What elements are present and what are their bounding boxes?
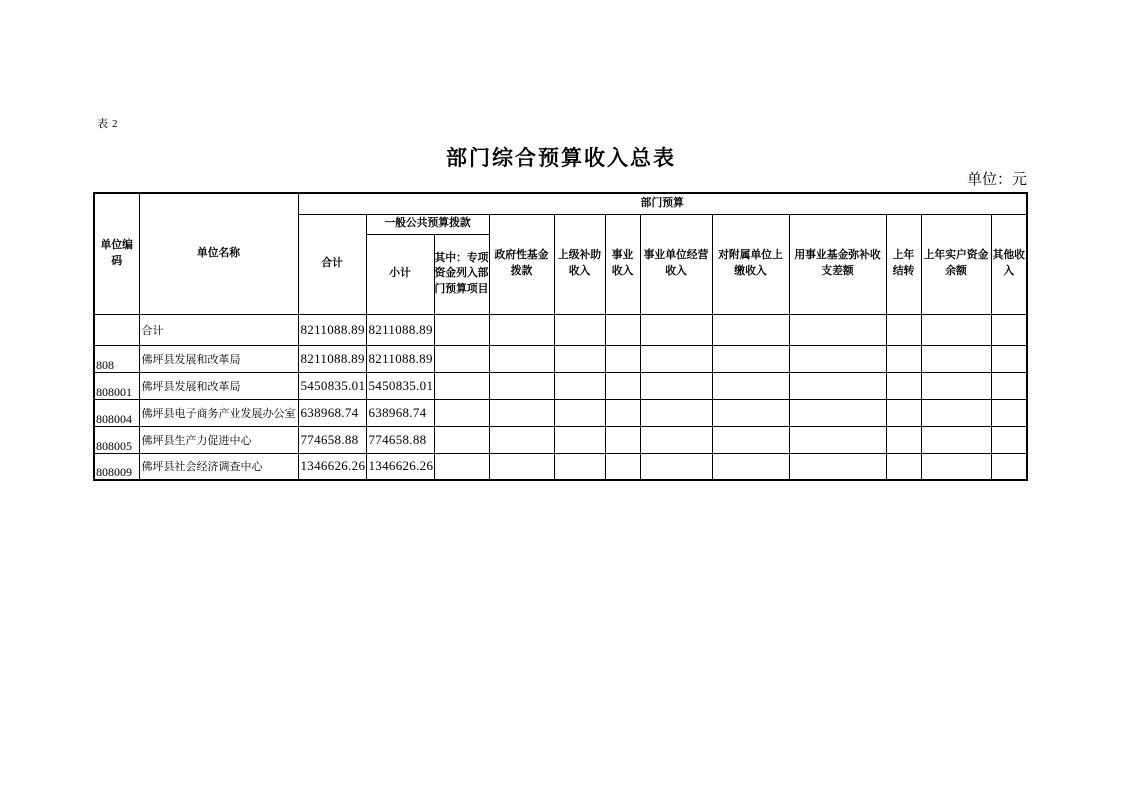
value-cell: [605, 426, 640, 453]
value-cell: [554, 314, 605, 345]
table-row: [94, 399, 1027, 426]
value-cell: [712, 372, 789, 399]
unit-name-cell: 佛坪县社会经济调查中心: [139, 453, 298, 480]
value-cell: [921, 372, 991, 399]
table-body: [94, 314, 1027, 480]
col-header-business-operating-income: 事业单位经营收入: [640, 214, 712, 314]
value-cell: [640, 399, 712, 426]
value-cell: 774658.88: [298, 426, 366, 453]
value-cell: [789, 426, 886, 453]
col-header-affiliated-turnin-income: 对附属单位上缴收入: [712, 214, 789, 314]
value-cell: [605, 345, 640, 372]
value-cell: [789, 372, 886, 399]
unit-code-cell: 808009: [94, 453, 139, 480]
value-cell: [886, 426, 921, 453]
table-header: [94, 193, 1027, 314]
table-row: [94, 453, 1027, 480]
value-cell: [489, 314, 554, 345]
col-header-unit-code: 单位编码: [94, 193, 139, 314]
value-cell: [434, 314, 489, 345]
value-cell: [789, 399, 886, 426]
page-title: 部门综合预算收入总表: [446, 146, 676, 170]
value-cell: [554, 399, 605, 426]
value-cell: [605, 399, 640, 426]
value-cell: [789, 345, 886, 372]
value-cell: [434, 399, 489, 426]
value-cell: 638968.74: [298, 399, 366, 426]
value-cell: [712, 345, 789, 372]
unit-name-cell: 佛坪县电子商务产业发展办公室: [139, 399, 298, 426]
value-cell: [886, 345, 921, 372]
value-cell: 774658.88: [366, 426, 434, 453]
unit-name-cell: 合计: [139, 314, 298, 345]
value-cell: [921, 314, 991, 345]
unit-name-cell: 佛坪县发展和改革局: [139, 345, 298, 372]
unit-code-cell: 808005: [94, 426, 139, 453]
value-cell: [886, 314, 921, 345]
value-cell: [605, 372, 640, 399]
value-cell: 1346626.26: [366, 453, 434, 480]
value-cell: [640, 372, 712, 399]
col-header-other-income: 其他收入: [991, 214, 1027, 314]
value-cell: [886, 453, 921, 480]
value-cell: [921, 345, 991, 372]
value-cell: [605, 314, 640, 345]
value-cell: [712, 399, 789, 426]
value-cell: [712, 426, 789, 453]
value-cell: [434, 426, 489, 453]
value-cell: [991, 453, 1027, 480]
col-header-unit-name: 单位名称: [139, 193, 298, 314]
header-row-1: [94, 193, 1027, 214]
value-cell: [991, 426, 1027, 453]
value-cell: [434, 345, 489, 372]
value-cell: [554, 426, 605, 453]
value-cell: [640, 453, 712, 480]
col-header-prev-year-account-balance: 上年实户资金余额: [921, 214, 991, 314]
value-cell: [554, 372, 605, 399]
value-cell: [789, 453, 886, 480]
value-cell: 8211088.89: [366, 345, 434, 372]
value-cell: [640, 345, 712, 372]
value-cell: [554, 345, 605, 372]
col-header-total: 合计: [298, 214, 366, 314]
col-header-superior-subsidy: 上级补助收入: [554, 214, 605, 314]
value-cell: [991, 399, 1027, 426]
value-cell: 8211088.89: [366, 314, 434, 345]
value-cell: [489, 426, 554, 453]
value-cell: [921, 399, 991, 426]
value-cell: [640, 426, 712, 453]
value-cell: [605, 453, 640, 480]
unit-name-cell: 佛坪县生产力促进中心: [139, 426, 298, 453]
col-header-general-public-budget: 一般公共预算拨款: [366, 214, 489, 234]
value-cell: [886, 372, 921, 399]
value-cell: [434, 453, 489, 480]
value-cell: [640, 314, 712, 345]
value-cell: 5450835.01: [366, 372, 434, 399]
value-cell: [489, 345, 554, 372]
col-header-fund-balance: 用事业基金弥补收支差额: [789, 214, 886, 314]
col-header-prev-year-carryover: 上年结转: [886, 214, 921, 314]
value-cell: 8211088.89: [298, 314, 366, 345]
value-cell: [489, 399, 554, 426]
value-cell: [554, 453, 605, 480]
value-cell: [712, 453, 789, 480]
col-header-gov-fund: 政府性基金拨款: [489, 214, 554, 314]
value-cell: 5450835.01: [298, 372, 366, 399]
table-row: [94, 426, 1027, 453]
value-cell: 1346626.26: [298, 453, 366, 480]
value-cell: [489, 453, 554, 480]
value-cell: [921, 453, 991, 480]
value-cell: [991, 372, 1027, 399]
value-cell: [991, 345, 1027, 372]
unit-code-cell: [94, 314, 139, 345]
value-cell: [886, 399, 921, 426]
unit-code-cell: 808001: [94, 372, 139, 399]
col-header-operating-income: 事业收入: [605, 214, 640, 314]
table-row: [94, 345, 1027, 372]
value-cell: 8211088.89: [298, 345, 366, 372]
unit-code-cell: 808004: [94, 399, 139, 426]
value-cell: [712, 314, 789, 345]
table-row: [94, 372, 1027, 399]
value-cell: [991, 314, 1027, 345]
value-cell: [434, 372, 489, 399]
value-cell: [789, 314, 886, 345]
budget-income-table: [93, 192, 1028, 481]
col-header-special-funds: 其中：专项资金列入部门预算项目: [434, 234, 489, 314]
col-header-dept-budget: 部门预算: [298, 193, 1027, 214]
table-number-label: 表2: [97, 118, 122, 130]
value-cell: [489, 372, 554, 399]
value-cell: 638968.74: [366, 399, 434, 426]
value-cell: [921, 426, 991, 453]
unit-code-cell: 808: [94, 345, 139, 372]
unit-name-cell: 佛坪县发展和改革局: [139, 372, 298, 399]
unit-note: 单位：元: [966, 172, 1027, 188]
table-row: [94, 314, 1027, 345]
col-header-subtotal: 小计: [366, 234, 434, 314]
